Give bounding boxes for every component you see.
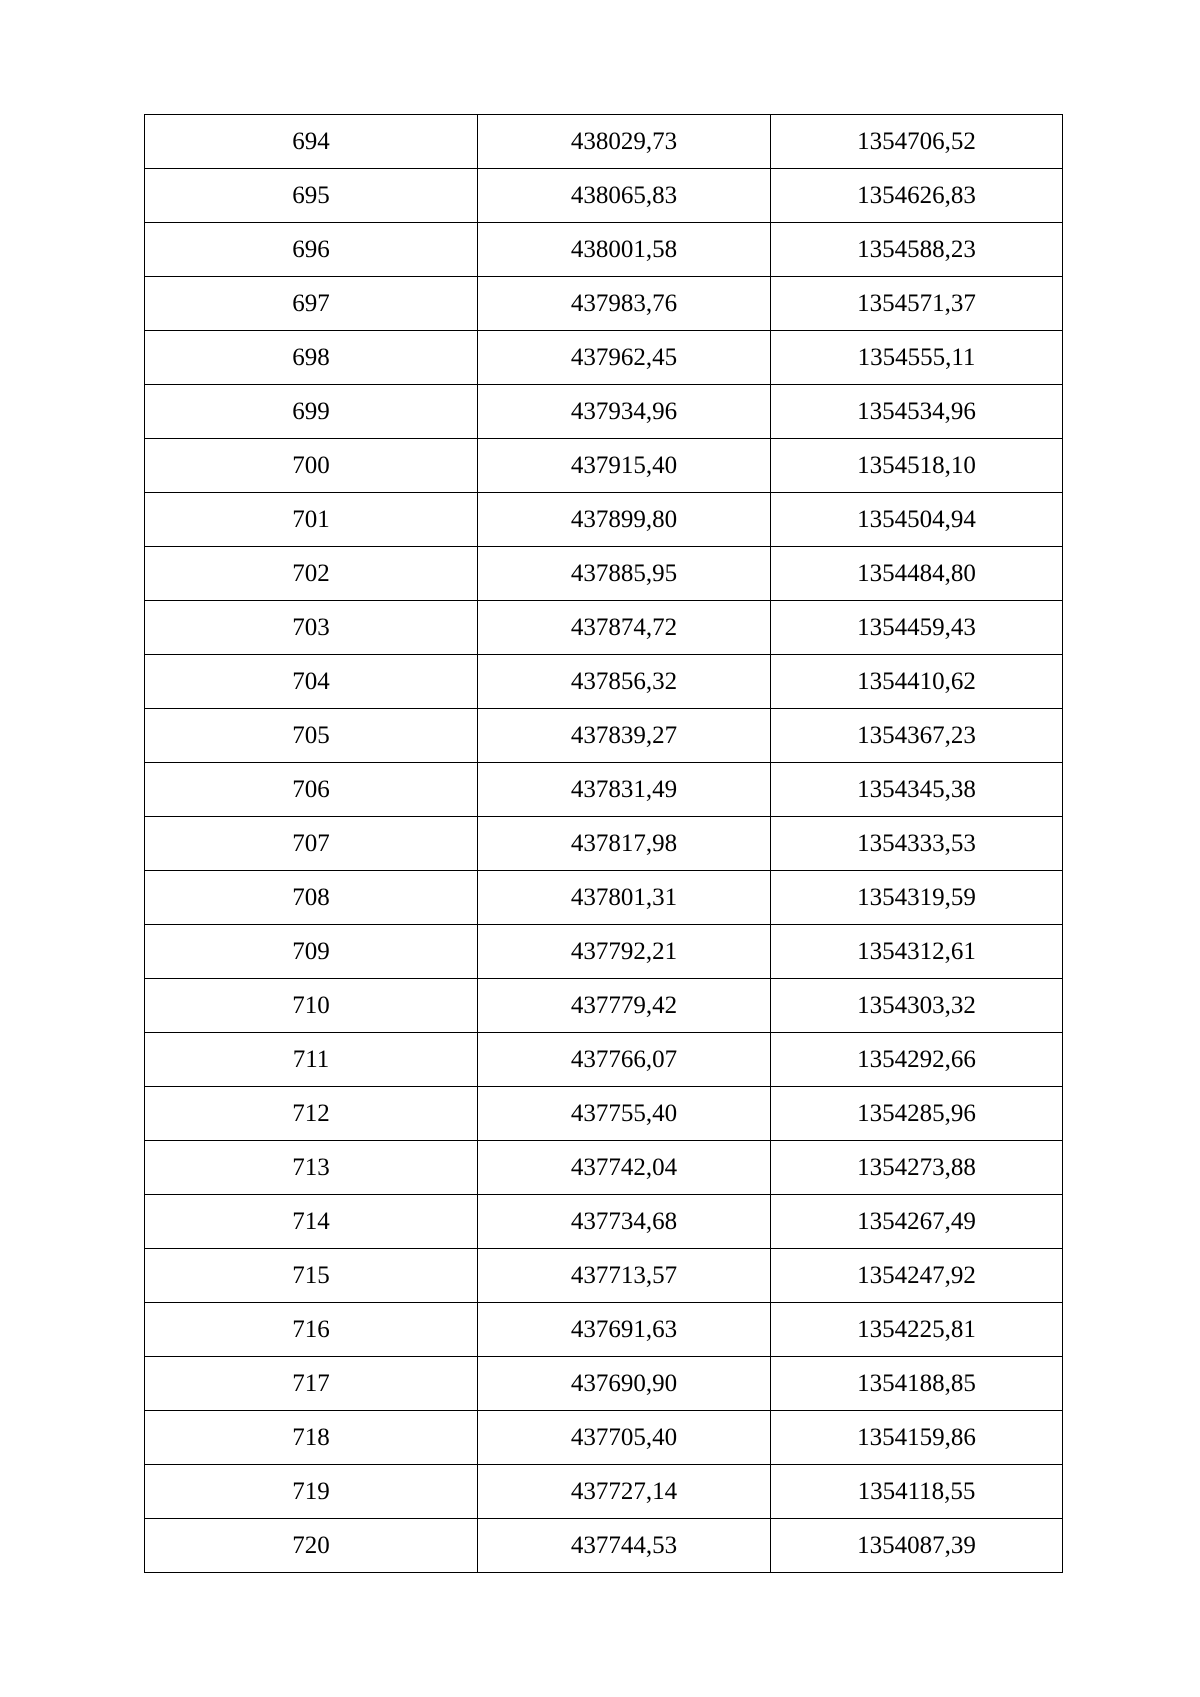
- point-number-cell: 712: [145, 1087, 478, 1141]
- table-row: [145, 169, 1063, 223]
- x-coordinate-cell: 437874,72: [478, 601, 771, 655]
- y-coordinate-cell: 1354626,83: [771, 169, 1063, 223]
- table-row: [145, 817, 1063, 871]
- table-row: [145, 1411, 1063, 1465]
- point-number-cell: 718: [145, 1411, 478, 1465]
- x-coordinate-cell: 438065,83: [478, 169, 771, 223]
- table-row: [145, 763, 1063, 817]
- table-row: [145, 601, 1063, 655]
- table-row: [145, 1303, 1063, 1357]
- point-number-cell: 713: [145, 1141, 478, 1195]
- x-coordinate-cell: 437856,32: [478, 655, 771, 709]
- y-coordinate-cell: 1354087,39: [771, 1519, 1063, 1573]
- y-coordinate-cell: 1354267,49: [771, 1195, 1063, 1249]
- table-row: [145, 493, 1063, 547]
- point-number-cell: 703: [145, 601, 478, 655]
- y-coordinate-cell: 1354303,32: [771, 979, 1063, 1033]
- y-coordinate-cell: 1354459,43: [771, 601, 1063, 655]
- table-row: [145, 1465, 1063, 1519]
- table-row: [145, 277, 1063, 331]
- coordinates-table: [144, 114, 1063, 1573]
- x-coordinate-cell: 437779,42: [478, 979, 771, 1033]
- x-coordinate-cell: 437727,14: [478, 1465, 771, 1519]
- x-coordinate-cell: 437705,40: [478, 1411, 771, 1465]
- y-coordinate-cell: 1354345,38: [771, 763, 1063, 817]
- y-coordinate-cell: 1354410,62: [771, 655, 1063, 709]
- table-row: [145, 115, 1063, 169]
- x-coordinate-cell: 437915,40: [478, 439, 771, 493]
- x-coordinate-cell: 437899,80: [478, 493, 771, 547]
- table-row: [145, 871, 1063, 925]
- point-number-cell: 698: [145, 331, 478, 385]
- x-coordinate-cell: 437713,57: [478, 1249, 771, 1303]
- y-coordinate-cell: 1354571,37: [771, 277, 1063, 331]
- point-number-cell: 715: [145, 1249, 478, 1303]
- y-coordinate-cell: 1354118,55: [771, 1465, 1063, 1519]
- y-coordinate-cell: 1354292,66: [771, 1033, 1063, 1087]
- x-coordinate-cell: 437962,45: [478, 331, 771, 385]
- x-coordinate-cell: 437792,21: [478, 925, 771, 979]
- x-coordinate-cell: 437691,63: [478, 1303, 771, 1357]
- y-coordinate-cell: 1354706,52: [771, 115, 1063, 169]
- point-number-cell: 694: [145, 115, 478, 169]
- x-coordinate-cell: 437734,68: [478, 1195, 771, 1249]
- table-row: [145, 331, 1063, 385]
- table-row: [145, 1141, 1063, 1195]
- y-coordinate-cell: 1354312,61: [771, 925, 1063, 979]
- y-coordinate-cell: 1354518,10: [771, 439, 1063, 493]
- point-number-cell: 705: [145, 709, 478, 763]
- y-coordinate-cell: 1354534,96: [771, 385, 1063, 439]
- x-coordinate-cell: 438029,73: [478, 115, 771, 169]
- point-number-cell: 699: [145, 385, 478, 439]
- y-coordinate-cell: 1354504,94: [771, 493, 1063, 547]
- y-coordinate-cell: 1354319,59: [771, 871, 1063, 925]
- x-coordinate-cell: 437744,53: [478, 1519, 771, 1573]
- table-row: [145, 709, 1063, 763]
- point-number-cell: 696: [145, 223, 478, 277]
- y-coordinate-cell: 1354273,88: [771, 1141, 1063, 1195]
- table-row: [145, 1087, 1063, 1141]
- table-row: [145, 1033, 1063, 1087]
- table-row: [145, 925, 1063, 979]
- point-number-cell: 720: [145, 1519, 478, 1573]
- point-number-cell: 709: [145, 925, 478, 979]
- point-number-cell: 710: [145, 979, 478, 1033]
- point-number-cell: 719: [145, 1465, 478, 1519]
- x-coordinate-cell: 437839,27: [478, 709, 771, 763]
- x-coordinate-cell: 437831,49: [478, 763, 771, 817]
- point-number-cell: 701: [145, 493, 478, 547]
- table-row: [145, 1195, 1063, 1249]
- x-coordinate-cell: 438001,58: [478, 223, 771, 277]
- table-row: [145, 1249, 1063, 1303]
- y-coordinate-cell: 1354225,81: [771, 1303, 1063, 1357]
- point-number-cell: 702: [145, 547, 478, 601]
- y-coordinate-cell: 1354555,11: [771, 331, 1063, 385]
- point-number-cell: 716: [145, 1303, 478, 1357]
- table-row: [145, 547, 1063, 601]
- y-coordinate-cell: 1354367,23: [771, 709, 1063, 763]
- coordinates-table-body: [145, 115, 1063, 1573]
- point-number-cell: 706: [145, 763, 478, 817]
- point-number-cell: 697: [145, 277, 478, 331]
- x-coordinate-cell: 437983,76: [478, 277, 771, 331]
- point-number-cell: 704: [145, 655, 478, 709]
- y-coordinate-cell: 1354588,23: [771, 223, 1063, 277]
- point-number-cell: 700: [145, 439, 478, 493]
- point-number-cell: 707: [145, 817, 478, 871]
- x-coordinate-cell: 437801,31: [478, 871, 771, 925]
- x-coordinate-cell: 437934,96: [478, 385, 771, 439]
- y-coordinate-cell: 1354188,85: [771, 1357, 1063, 1411]
- point-number-cell: 695: [145, 169, 478, 223]
- table-row: [145, 979, 1063, 1033]
- table-row: [145, 439, 1063, 493]
- table-row: [145, 385, 1063, 439]
- table-row: [145, 1519, 1063, 1573]
- table-row: [145, 655, 1063, 709]
- point-number-cell: 717: [145, 1357, 478, 1411]
- y-coordinate-cell: 1354285,96: [771, 1087, 1063, 1141]
- x-coordinate-cell: 437755,40: [478, 1087, 771, 1141]
- y-coordinate-cell: 1354159,86: [771, 1411, 1063, 1465]
- table-row: [145, 1357, 1063, 1411]
- x-coordinate-cell: 437742,04: [478, 1141, 771, 1195]
- point-number-cell: 711: [145, 1033, 478, 1087]
- y-coordinate-cell: 1354333,53: [771, 817, 1063, 871]
- y-coordinate-cell: 1354247,92: [771, 1249, 1063, 1303]
- table-row: [145, 223, 1063, 277]
- y-coordinate-cell: 1354484,80: [771, 547, 1063, 601]
- x-coordinate-cell: 437817,98: [478, 817, 771, 871]
- x-coordinate-cell: 437690,90: [478, 1357, 771, 1411]
- x-coordinate-cell: 437885,95: [478, 547, 771, 601]
- point-number-cell: 708: [145, 871, 478, 925]
- point-number-cell: 714: [145, 1195, 478, 1249]
- x-coordinate-cell: 437766,07: [478, 1033, 771, 1087]
